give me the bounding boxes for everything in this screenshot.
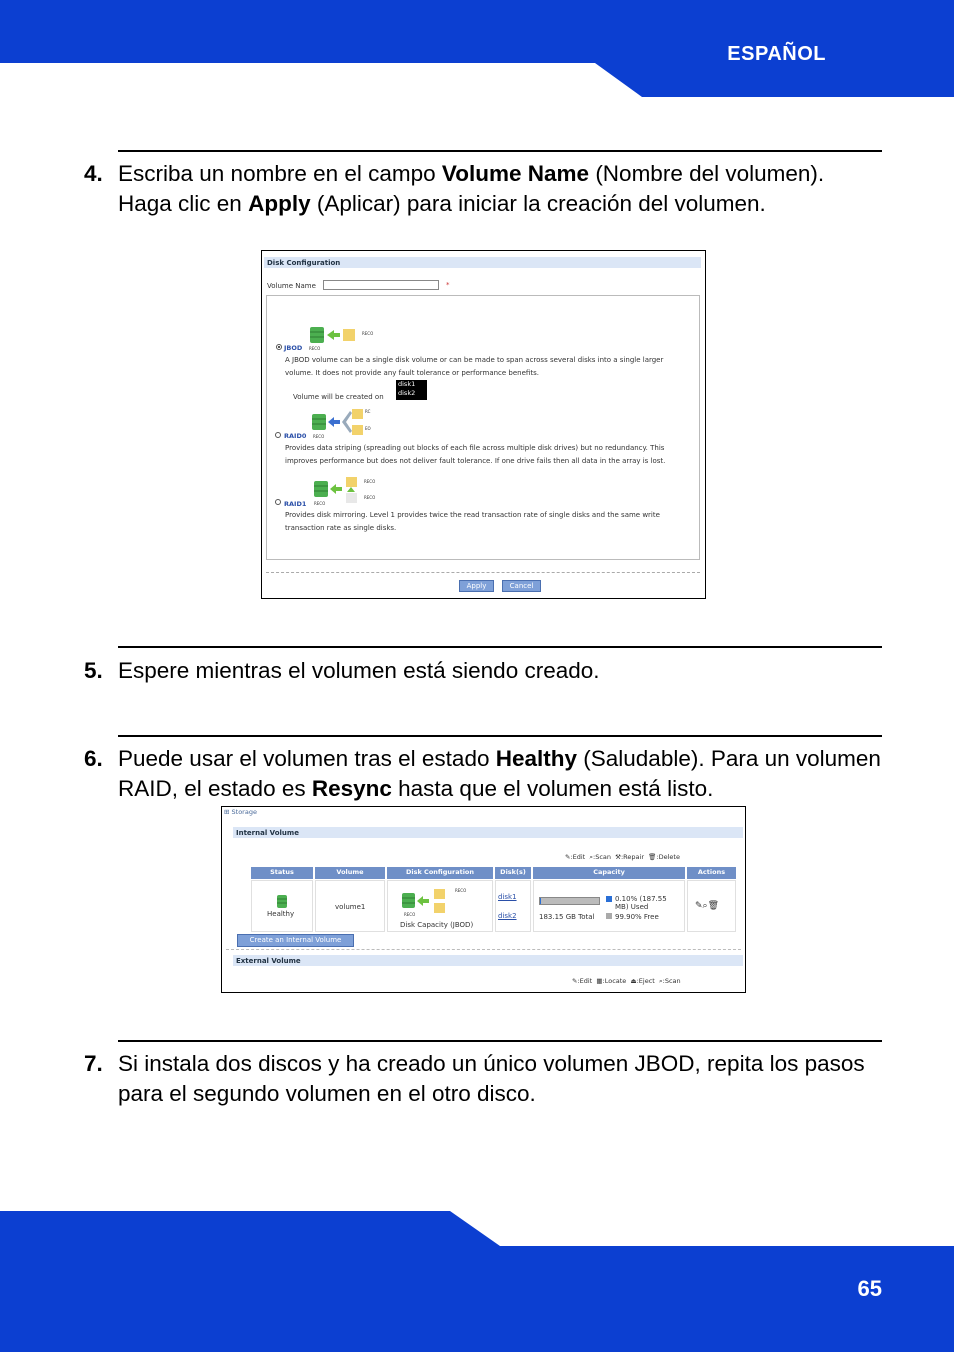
page-number: 65 (857, 1276, 882, 1301)
language-label: ESPAÑOL (727, 43, 826, 65)
footer-band (0, 1211, 954, 1352)
capacity-bar (539, 897, 600, 905)
disk-capacity-label: Disk Capacity (JBOD) (400, 921, 474, 929)
eject-icon: ⏏ (630, 977, 637, 985)
disk-tag: RECO (309, 346, 321, 351)
jbod-radio[interactable] (276, 344, 282, 350)
raid0-radio[interactable] (275, 432, 281, 438)
raid0-description: improves performance but does not deliver fault tolerance. If one drive fails then all data in the array is lost. (285, 457, 666, 465)
column-header: Volume (315, 867, 385, 879)
disk-tag: RECO (314, 501, 326, 506)
total-capacity: 183.15 GB Total (539, 913, 595, 921)
external-volume-header: External Volume (233, 955, 743, 966)
delete-icon[interactable]: 🗑 (707, 901, 720, 911)
edit-icon: ✎ (572, 977, 578, 985)
scan-icon: ⌕ (658, 977, 663, 985)
step-number: 5. (84, 658, 103, 683)
step-7: 7. Si instala dos discos y ha creado un único volumen JBOD, repita los pasos para el segundo volumen en el otro disco. (84, 1051, 865, 1106)
created-on-label: Volume will be created on (293, 393, 384, 401)
capacity-bar-fill (540, 898, 541, 904)
disk2-link[interactable]: disk2 (498, 912, 517, 920)
scan-icon: ⌕ (589, 853, 594, 861)
disk-tag: RECO (455, 888, 467, 893)
step-5: 5. Espere mientras el volumen está siendo creado. (84, 656, 884, 686)
edit-icon: ✎ (565, 853, 571, 861)
disk-option[interactable]: disk1 (398, 380, 416, 388)
free-capacity: 99.90% Free (615, 913, 659, 921)
column-header: Actions (687, 867, 736, 879)
dashed-divider (266, 572, 700, 573)
volume-name: volume1 (335, 903, 366, 911)
column-header: Capacity (533, 867, 685, 879)
create-internal-volume-button[interactable]: Create an Internal Volume (237, 934, 354, 947)
internal-volume-header: Internal Volume (233, 827, 743, 838)
step-number: 6. (84, 746, 103, 771)
divider (118, 150, 882, 152)
volume-name-label: Volume Name (267, 282, 316, 290)
raid1-label: RAID1 (284, 500, 307, 508)
cancel-button[interactable]: Cancel (502, 580, 541, 592)
action-legend: ✎:Edit ⌕:Scan ⚒:Repair 🗑:Delete (565, 853, 680, 861)
storage-screenshot (221, 806, 746, 993)
disk1-link[interactable]: disk1 (498, 893, 517, 901)
edit-icon[interactable]: ✎ (695, 901, 703, 911)
step-number: 7. (84, 1051, 103, 1076)
scan-icon[interactable]: ⌕ (702, 901, 708, 911)
disk-tag: RECO (364, 495, 376, 500)
panel-title: Disk Configuration (264, 257, 701, 268)
locate-icon: ▦ (596, 977, 603, 985)
column-header: Disk Configuration (387, 867, 493, 879)
step-4: 4. Escriba un nombre en el campo Volume Name (Nombre del volumen). Haga clic en Apply (Aplicar) para iniciar la creación del volumen. (84, 161, 825, 216)
jbod-label: JBOD (284, 344, 303, 352)
disk-tag: RECO (404, 912, 416, 917)
raid1-radio[interactable] (275, 499, 281, 505)
volume-name-input[interactable] (323, 280, 439, 290)
disk-select-list[interactable] (396, 380, 427, 400)
disk-tag: RECO (364, 479, 376, 484)
raid0-description: Provides data striping (spreading out blocks of each file across multiple disk drives) but no redundancy. This (285, 444, 665, 452)
raid1-description: transaction rate as single disks. (285, 524, 397, 532)
apply-button[interactable]: Apply (459, 580, 494, 592)
raid0-label: RAID0 (284, 432, 307, 440)
row-actions (695, 901, 719, 911)
jbod-diagram-icon (400, 887, 458, 915)
dashed-divider (226, 949, 741, 950)
step-6: 6. Puede usar el volumen tras el estado Healthy (Saludable). Para un volumen RAID, el estado es Resync hasta que el volumen está listo. (84, 746, 881, 801)
raid1-description: Provides disk mirroring. Level 1 provides twice the read transaction rate of single disks and the same write (285, 511, 660, 519)
jbod-description: A JBOD volume can be a single disk volume or can be made to span across several disks into a single larger (285, 356, 664, 364)
delete-icon: 🗑 (648, 853, 657, 861)
repair-icon: ⚒ (615, 853, 621, 861)
storage-title: ⊞ Storage (224, 808, 257, 816)
disk-tag: RECO (313, 434, 325, 439)
disk-tag: RC (365, 409, 371, 414)
step-number: 4. (84, 161, 103, 186)
disk-tag: EO (365, 426, 371, 431)
divider (118, 735, 882, 737)
divider (118, 1040, 882, 1042)
healthy-disk-icon (277, 895, 287, 908)
used-capacity: 0.10% (187.55 MB) Used (615, 895, 667, 911)
external-action-legend: ✎:Edit ▦:Locate ⏏:Eject ⌕:Scan (572, 977, 681, 985)
disk-tag: RECO (362, 331, 374, 336)
disk-configuration-screenshot (261, 250, 706, 599)
grid-icon: ⊞ (224, 808, 232, 816)
status-text: Healthy (267, 910, 295, 918)
disk-option[interactable]: disk2 (398, 389, 416, 397)
used-swatch (606, 896, 612, 902)
jbod-description: volume. It does not provide any fault tolerance or performance benefits. (285, 369, 539, 377)
column-header: Status (251, 867, 313, 879)
required-mark: * (446, 281, 450, 289)
divider (118, 646, 882, 648)
column-header: Disk(s) (495, 867, 531, 879)
free-swatch (606, 913, 612, 919)
